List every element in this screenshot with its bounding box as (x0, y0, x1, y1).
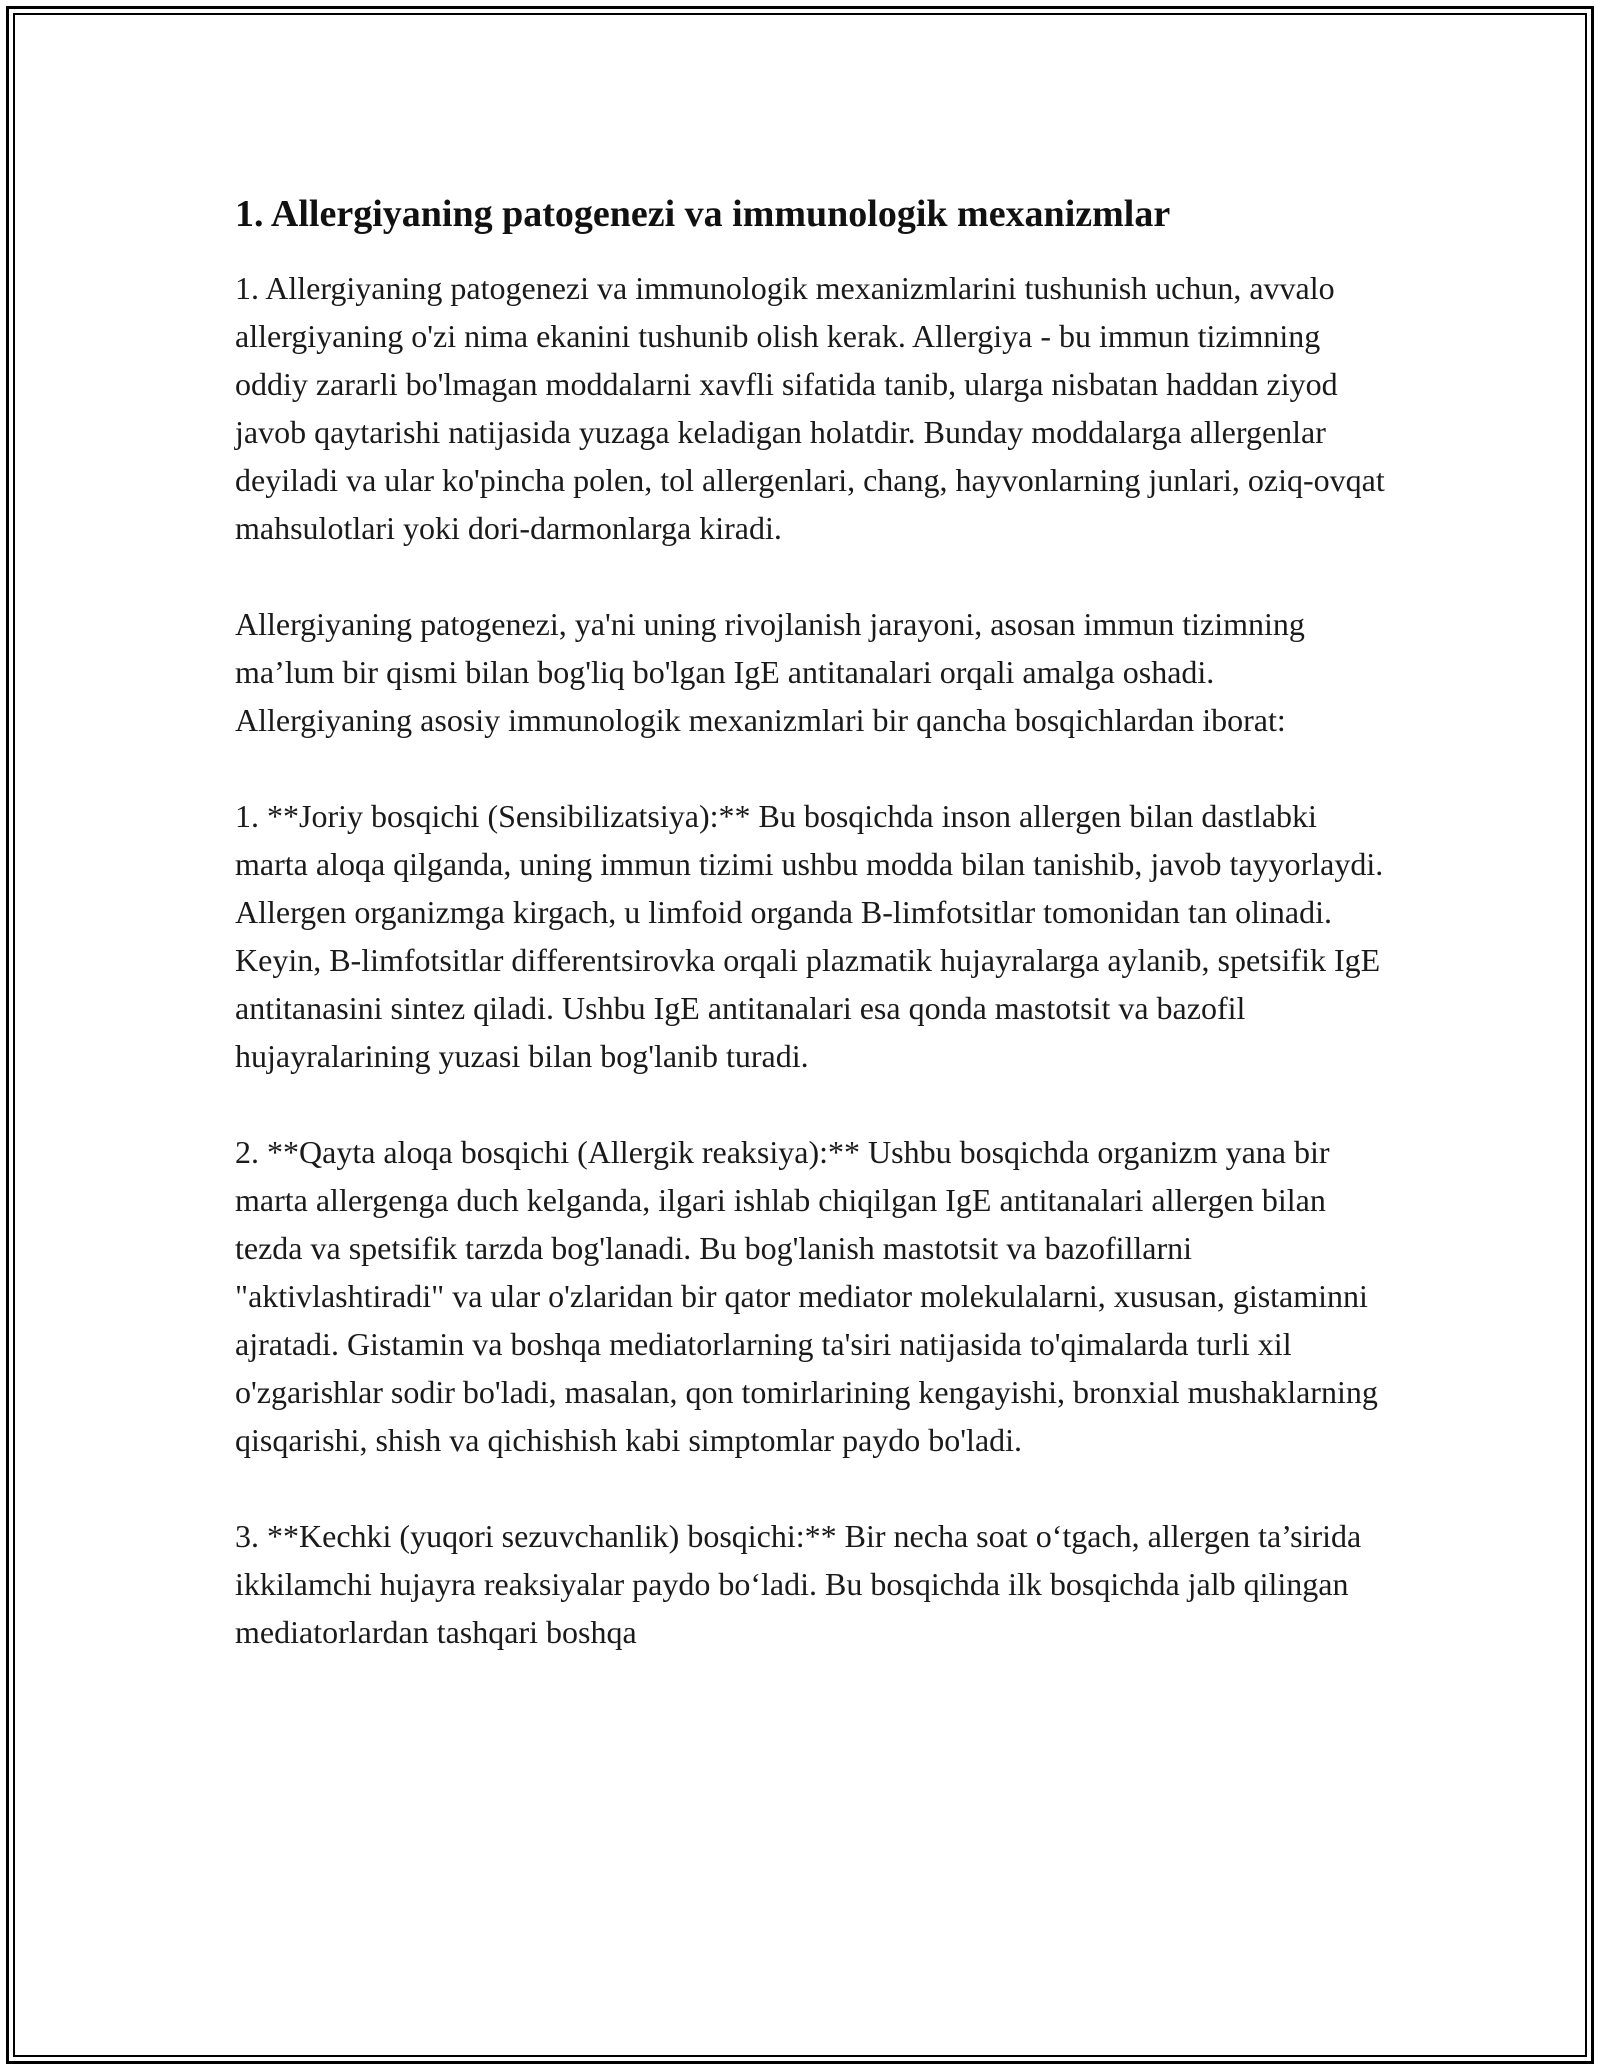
document-title: 1. Allergiyaning patogenezi va immunologik mexanizmlar (235, 193, 1171, 235)
paragraph-intro: 1. Allergiyaning patogenezi va immunologik mexanizmlarini tushunish uchun, avvalo allergiyaning o'zi nima ekanini tushunib olish kerak. Allergiya - bu immun tizimning oddiy zararli bo'lmagan moddalarni xavfli sifatida tanib, ularga nisbatan haddan ziyod javob qaytarishi natijasida yuzaga keladigan holatdir. Bunday moddalarga allergenlar deyiladi va ular ko'pincha polen, tol allergenlari, chang, hayvonlarning junlari, oziq-ovqat mahsulotlari yoki dori-darmonlarga kiradi. (235, 270, 1385, 546)
document-body (235, 186, 1385, 1704)
paragraph-pathogenesis: Allergiyaning patogenezi, ya'ni uning rivojlanish jarayoni, asosan immun tizimning ma’lum bir qismi bilan bog'liq bo'lgan IgE antitanalari orqali amalga oshadi. Allergiyaning asosiy immunologik mexanizmlari bir qancha bosqichlardan iborat: (235, 606, 1305, 738)
paragraph-stage-2: 2. **Qayta aloqa bosqichi (Allergik reaksiya):** Ushbu bosqichda organizm yana bir marta allergenga duch kelganda, ilgari ishlab chiqilgan IgE antitanalari allergen bilan tezda va spetsifik tarzda bog'lanadi. Bu bog'lanish mastotsit va bazofillarni "aktivlashtiradi" va ular o'zlaridan bir qator mediator molekulalarni, xususan, gistaminni ajratadi. Gistamin va boshqa mediatorlarning ta'siri natijasida to'qimalarda turli xil o'zgarishlar sodir bo'ladi, masalan, qon tomirlarining kengayishi, bronxial mushaklarning qisqarishi, shish va qichishish kabi simptomlar paydo bo'ladi. (235, 1134, 1378, 1458)
paragraph-stage-1: 1. **Joriy bosqichi (Sensibilizatsiya):** Bu bosqichda inson allergen bilan dastlabki marta aloqa qilganda, uning immun tizimi ushbu modda bilan tanishib, javob tayyorlaydi. Allergen organizmga kirgach, u limfoid organda B-limfotsitlar tomonidan tan olinadi. Keyin, B-limfotsitlar differentsirovka orqali plazmatik hujayralarga aylanib, spetsifik IgE antitanasini sintez qiladi. Ushbu IgE antitanalari esa qonda mastotsit va bazofil hujayralarining yuzasi bilan bog'lanib turadi. (235, 798, 1384, 1074)
paragraph-stage-3: 3. **Kechki (yuqori sezuvchanlik) bosqichi:** Bir necha soat o‘tgach, allergen ta’sirida ikkilamchi hujayra reaksiyalar paydo bo‘ladi. Bu bosqichda ilk bosqichda jalb qilingan mediatorlardan tashqari boshqa (235, 1518, 1362, 1650)
